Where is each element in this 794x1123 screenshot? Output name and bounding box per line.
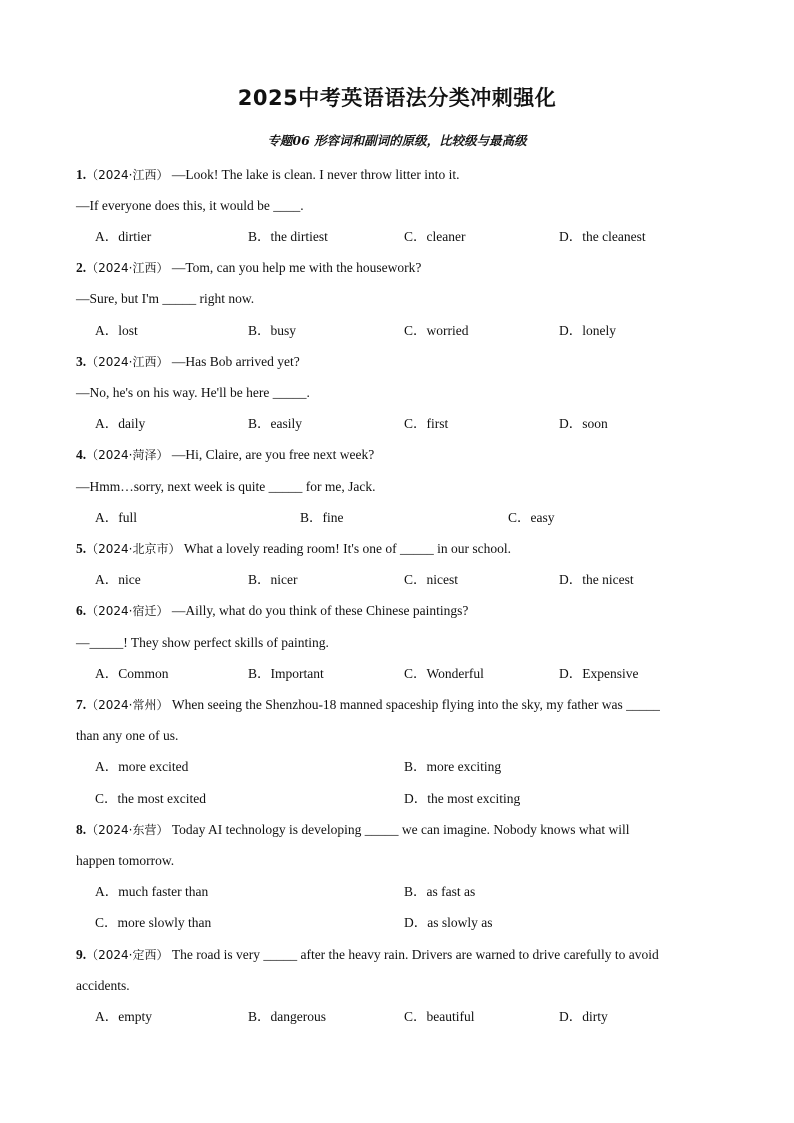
question-1-stem xyxy=(76,167,460,183)
question-8-line2: happen tomorrow. xyxy=(76,853,175,868)
question-7-line2: than any one of us. xyxy=(76,728,179,743)
question-text: When seeing the Shenzhou-18 manned spaceship flying into the sky, my father was _____ xyxy=(171,697,660,712)
question-3-stem xyxy=(76,354,300,370)
option-c[interactable]: C．easy xyxy=(508,510,555,525)
option-b[interactable]: B．nicer xyxy=(248,572,298,587)
question-5-stem xyxy=(76,541,511,557)
question-3-line2: —No, he's on his way. He'll be here _____. xyxy=(76,385,310,400)
option-d[interactable]: D．the most exciting xyxy=(404,791,521,806)
question-text: What a lovely reading room! It's one of _____ in our school. xyxy=(183,541,511,556)
option-a[interactable]: A．much faster than xyxy=(95,884,209,899)
option-c[interactable]: C．first xyxy=(404,416,449,431)
question-number: 7. xyxy=(76,697,87,712)
question-6-stem xyxy=(76,603,468,619)
option-d[interactable]: D．soon xyxy=(559,416,608,431)
option-a[interactable]: A．empty xyxy=(95,1009,152,1024)
question-source: （2024·北京市） xyxy=(86,542,181,556)
question-source: （2024·菏泽） xyxy=(86,448,169,462)
option-b[interactable]: B．more exciting xyxy=(404,759,502,774)
option-c[interactable]: C．cleaner xyxy=(404,229,466,244)
option-d[interactable]: D．the cleanest xyxy=(559,229,646,244)
question-number: 5. xyxy=(76,541,87,556)
option-a[interactable]: A．lost xyxy=(95,323,138,338)
option-d[interactable]: D．lonely xyxy=(559,323,616,338)
question-7-stem xyxy=(76,697,660,713)
question-2-line2: —Sure, but I'm _____ right now. xyxy=(76,291,255,306)
option-c[interactable]: C．Wonderful xyxy=(404,666,484,681)
option-a[interactable]: A．full xyxy=(95,510,137,525)
question-number: 2. xyxy=(76,260,87,275)
question-2-stem xyxy=(76,260,421,276)
option-c[interactable]: C．worried xyxy=(404,323,469,338)
question-text: —Ailly, what do you think of these Chinese paintings? xyxy=(171,603,469,618)
option-b[interactable]: B．Important xyxy=(248,666,324,681)
question-source: （2024·东营） xyxy=(86,823,169,837)
option-d[interactable]: D．Expensive xyxy=(559,666,639,681)
question-9-line2: accidents. xyxy=(76,978,130,993)
question-text: —Tom, can you help me with the housework? xyxy=(171,260,422,275)
option-c[interactable]: C．nicest xyxy=(404,572,458,587)
question-number: 8. xyxy=(76,822,87,837)
question-source: （2024·常州） xyxy=(86,698,169,712)
question-number: 4. xyxy=(76,447,87,462)
question-text: Today AI technology is developing _____ we can imagine. Nobody knows what will xyxy=(171,822,630,837)
question-text: The road is very _____ after the heavy rain. Drivers are warned to drive carefully to avoid xyxy=(171,947,659,962)
option-a[interactable]: A．daily xyxy=(95,416,146,431)
option-b[interactable]: B．the dirtiest xyxy=(248,229,328,244)
option-b[interactable]: B．busy xyxy=(248,323,297,338)
question-number: 6. xyxy=(76,603,87,618)
question-source: （2024·江西） xyxy=(86,261,169,275)
question-6-line2: —_____! They show perfect skills of painting. xyxy=(76,635,329,650)
option-d[interactable]: D．dirty xyxy=(559,1009,608,1024)
question-4-stem xyxy=(76,447,374,463)
question-number: 1. xyxy=(76,167,87,182)
option-c[interactable]: C．more slowly than xyxy=(95,915,212,930)
option-c[interactable]: C．the most excited xyxy=(95,791,206,806)
option-a[interactable]: A．nice xyxy=(95,572,141,587)
question-source: （2024·江西） xyxy=(86,355,169,369)
option-d[interactable]: D．as slowly as xyxy=(404,915,493,930)
question-number: 3. xyxy=(76,354,87,369)
option-c[interactable]: C．beautiful xyxy=(404,1009,475,1024)
page-subtitle: 专题06 形容词和副词的原级，比较级与最高级 xyxy=(267,133,527,148)
option-a[interactable]: A．more excited xyxy=(95,759,189,774)
option-b[interactable]: B．as fast as xyxy=(404,884,476,899)
question-4-line2: —Hmm…sorry, next week is quite _____ for me, Jack. xyxy=(76,479,376,494)
question-source: （2024·宿迁） xyxy=(86,604,169,618)
option-a[interactable]: A．Common xyxy=(95,666,169,681)
question-text: —Look! The lake is clean. I never throw litter into it. xyxy=(171,167,460,182)
question-text: —Has Bob arrived yet? xyxy=(171,354,300,369)
question-source: （2024·定西） xyxy=(86,948,169,962)
question-number: 9. xyxy=(76,947,87,962)
option-b[interactable]: B．dangerous xyxy=(248,1009,326,1024)
question-1-line2: —If everyone does this, it would be ____. xyxy=(76,198,304,213)
option-b[interactable]: B．fine xyxy=(300,510,344,525)
option-a[interactable]: A．dirtier xyxy=(95,229,152,244)
question-source: （2024·江西） xyxy=(86,168,169,182)
option-b[interactable]: B．easily xyxy=(248,416,302,431)
question-9-stem xyxy=(76,947,659,963)
page-title: 2025中考英语语法分类冲刺强化 xyxy=(237,86,557,110)
question-text: —Hi, Claire, are you free next week? xyxy=(171,447,375,462)
option-d[interactable]: D．the nicest xyxy=(559,572,634,587)
question-8-stem xyxy=(76,822,629,838)
